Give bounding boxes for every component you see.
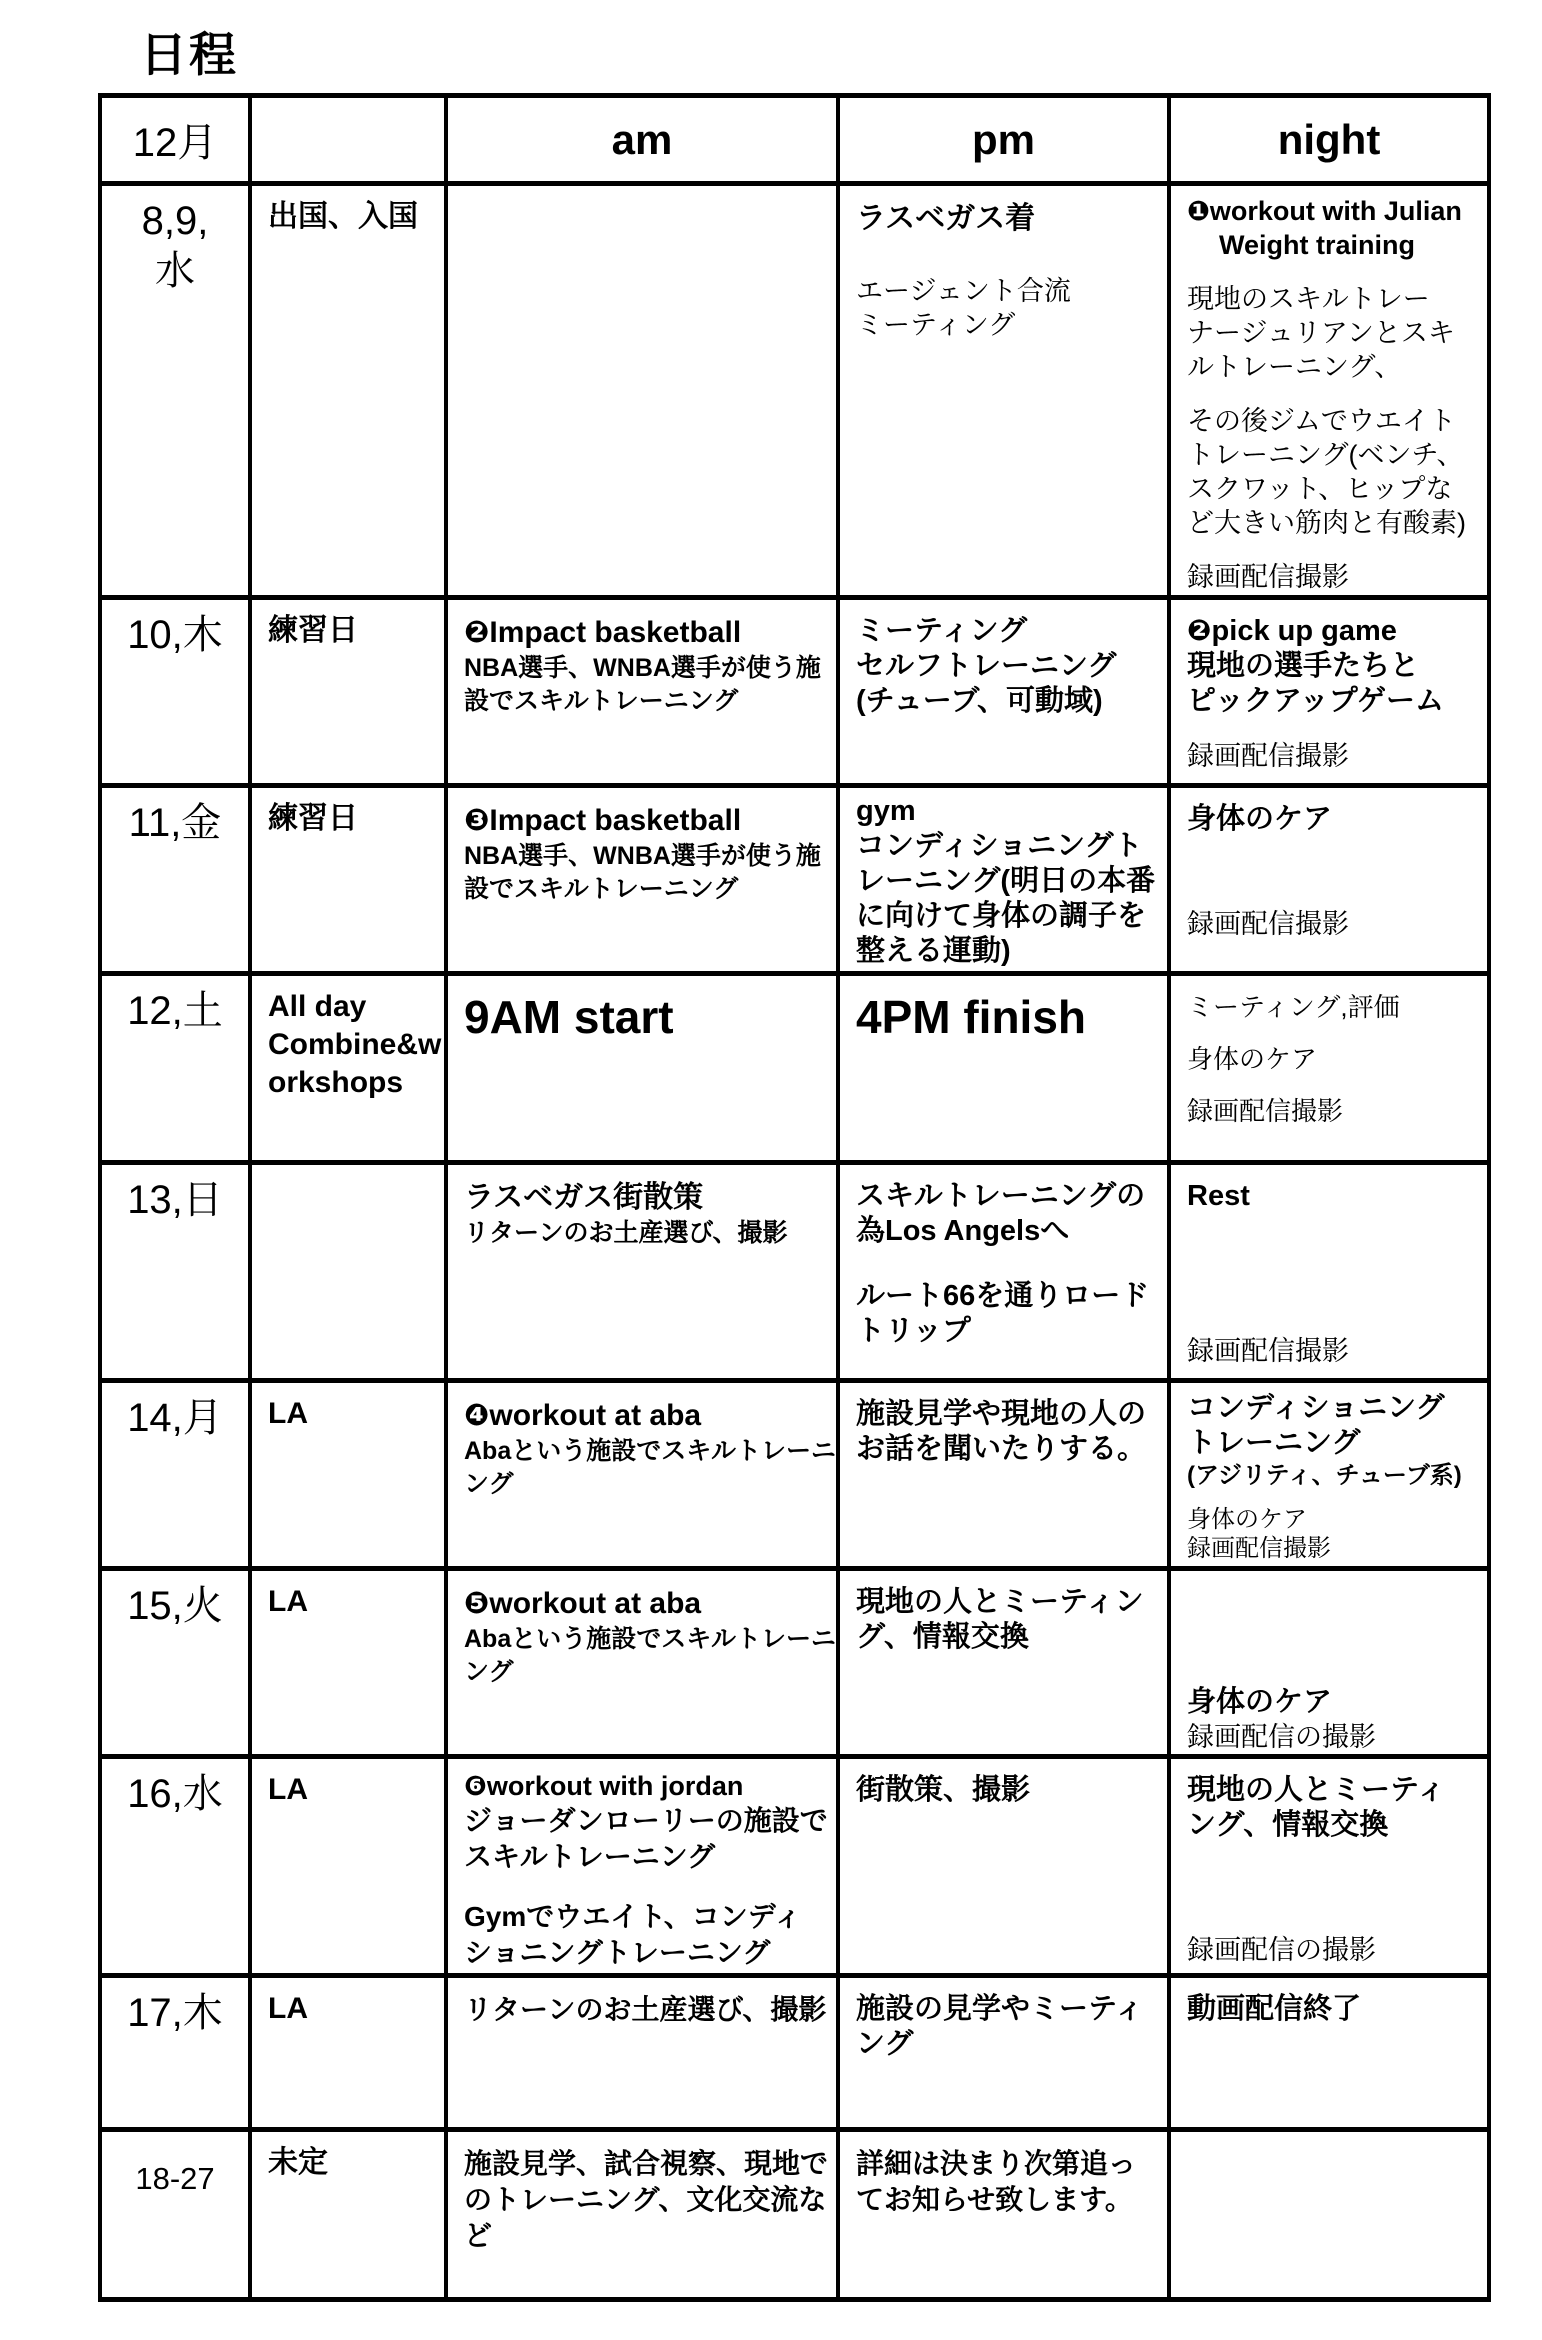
text-line: ショニングトレーニング: [464, 1937, 771, 1968]
label-line: 出国、入国: [268, 200, 418, 233]
label-line: Combine&w: [268, 1028, 442, 1061]
am-cell: [448, 1165, 840, 1383]
date-cell: [102, 1383, 252, 1571]
text-line: 身体のケア: [1187, 803, 1333, 835]
night-cell: [1171, 1759, 1487, 1978]
label-line: 未定: [268, 2146, 328, 2179]
am-cell: [448, 1978, 840, 2132]
label-cell: [252, 1383, 448, 1571]
text-line: ミーティング: [856, 615, 1028, 647]
date-line: 17,木: [127, 1991, 223, 2035]
text-line: 録画配信の撮影: [1187, 1722, 1376, 1752]
date-line: 16,水: [127, 1772, 223, 1816]
label-line: LA: [268, 1585, 308, 1618]
text-line: セルフトレーニング: [856, 650, 1117, 682]
text-line: 録画配信撮影: [1187, 741, 1349, 771]
pm-cell: [840, 186, 1171, 600]
night-cell: [1171, 976, 1487, 1165]
pm-cell: [840, 788, 1171, 976]
text-line: ナージュリアンとスキ: [1187, 318, 1455, 348]
date-cell: [102, 600, 252, 788]
date-cell: [102, 186, 252, 600]
text-line: gym: [856, 795, 916, 827]
text-line: 施設の見学やミーティ: [856, 1993, 1144, 2025]
date-line: 10,木: [127, 613, 223, 657]
night-cell: [1171, 1383, 1487, 1571]
text-line: 現地のスキルトレー: [1187, 284, 1430, 314]
text-line: ング、情報交換: [1187, 1809, 1389, 1841]
am-cell: [448, 1383, 840, 1571]
night-cell: [1171, 788, 1487, 976]
text-line: 身体のケア: [1187, 1044, 1318, 1074]
pm-cell: [840, 1571, 1171, 1759]
night-cell: [1171, 1165, 1487, 1383]
text-line: てお知らせ致します。: [856, 2184, 1133, 2215]
text-line: ❸Impact basketball: [464, 804, 742, 837]
text-line: スキルトレーニングの: [856, 1180, 1146, 1212]
text-line: 設でスキルトレーニング: [464, 687, 739, 715]
text-line: NBA選手、WNBA選手が使う施: [464, 654, 821, 682]
text-line: ❷pick up game: [1187, 615, 1397, 647]
am-cell: [448, 600, 840, 788]
label-cell: [252, 600, 448, 788]
label-line: LA: [268, 1397, 308, 1430]
label-cell: [252, 1165, 448, 1383]
text-line: 4PM finish: [856, 991, 1087, 1043]
text-line: ルトレーニング、: [1187, 352, 1402, 382]
text-line: ング: [464, 1470, 514, 1498]
text-line: 現地の人とミーティ: [1187, 1774, 1446, 1806]
date-cell: [102, 976, 252, 1165]
header-am: am: [448, 98, 840, 186]
text-line: 身体のケア: [1187, 1686, 1333, 1718]
text-line: お話を聞いたりする。: [856, 1433, 1147, 1465]
text-line: ング: [464, 1658, 514, 1686]
date-cell: [102, 1978, 252, 2132]
text-line: 詳細は決まり次第追っ: [856, 2148, 1137, 2179]
text-line: 9AM start: [464, 991, 674, 1043]
am-cell: [448, 1759, 840, 1978]
text-line: ❻workout with jordan: [464, 1771, 744, 1801]
text-line: グ、情報交換: [856, 1621, 1029, 1653]
text-line: Abaという施設でスキルトレーニ: [464, 1625, 836, 1653]
date-line: 14,月: [127, 1396, 223, 1440]
date-cell: [102, 2132, 252, 2297]
date-line: 12,土: [127, 989, 223, 1033]
text-line: 動画配信終了: [1187, 1993, 1362, 2025]
text-line: ど大きい筋肉と有酸素): [1187, 508, 1466, 538]
label-line: LA: [268, 1992, 308, 2025]
pm-cell: [840, 1978, 1171, 2132]
text-line: コンディショニングト: [856, 830, 1143, 862]
pm-cell: [840, 2132, 1171, 2297]
text-line: ジョーダンローリーの施設で: [464, 1805, 828, 1836]
text-line: ルート66を通りロード: [856, 1280, 1150, 1312]
text-line: ミーティング: [856, 310, 1016, 340]
text-line: (アジリティ、チューブ系): [1187, 1462, 1462, 1489]
text-line: トレーニング(ベンチ、: [1187, 440, 1464, 470]
schedule-table: [98, 93, 1491, 2302]
text-line: ラスベガス着: [856, 202, 1036, 235]
text-line: トリップ: [856, 1315, 971, 1347]
text-line: 現地の人とミーティン: [856, 1586, 1144, 1618]
date-line: 11,金: [128, 801, 222, 845]
text-line: 為Los Angelsへ: [856, 1215, 1070, 1247]
text-line: ❶workout with Julian: [1187, 196, 1462, 226]
am-cell: [448, 2132, 840, 2297]
label-line: 練習日: [268, 614, 358, 647]
text-line: 録画配信撮影: [1187, 909, 1349, 939]
pm-cell: [840, 600, 1171, 788]
pm-cell: [840, 1165, 1171, 1383]
text-line: ❹workout at aba: [464, 1399, 702, 1432]
text-line: コンディショニング: [1187, 1392, 1445, 1424]
text-line: 施設見学や現地の人の: [856, 1398, 1147, 1430]
page-title: 日程: [140, 28, 238, 81]
text-line: 録画配信撮影: [1187, 1096, 1344, 1126]
text-line: のトレーニング、文化交流な: [464, 2184, 827, 2215]
label-line: 練習日: [268, 802, 358, 835]
date-line: 8,9,: [141, 199, 209, 243]
text-line: トレーニング: [1187, 1427, 1361, 1459]
night-cell: [1171, 1978, 1487, 2132]
text-line: 録画配信撮影: [1187, 1535, 1331, 1562]
am-cell: [448, 1571, 840, 1759]
text-line: リターンのお土産選び、撮影: [464, 1219, 788, 1247]
header-blank: [252, 98, 448, 186]
text-line: Rest: [1187, 1180, 1250, 1212]
date-line: 15,火: [127, 1584, 223, 1628]
pm-cell: [840, 1383, 1171, 1571]
text-line: Gymでウエイト、コンディ: [464, 1901, 802, 1932]
date-line: 13,日: [127, 1178, 223, 1222]
label-cell: [252, 186, 448, 600]
date-cell: [102, 1759, 252, 1978]
date-cell: [102, 788, 252, 976]
text-line: 現地の選手たちと: [1187, 650, 1420, 682]
text-line: 設でスキルトレーニング: [464, 875, 739, 903]
label-cell: [252, 1978, 448, 2132]
am-cell: [448, 186, 840, 600]
text-line: 録画配信撮影: [1187, 562, 1349, 592]
text-line: NBA選手、WNBA選手が使う施: [464, 842, 821, 870]
date-line: 18-27: [135, 2161, 215, 2196]
text-line: ミーティング,評価: [1187, 992, 1400, 1022]
text-line: 施設見学、試合視察、現地で: [464, 2148, 829, 2179]
text-line: Abaという施設でスキルトレーニ: [464, 1437, 836, 1465]
label-line: All day: [268, 990, 367, 1023]
label-cell: [252, 976, 448, 1165]
text-line: 身体のケア: [1187, 1506, 1307, 1533]
night-cell: [1171, 2132, 1487, 2297]
pm-cell: [840, 976, 1171, 1165]
text-line: 録画配信の撮影: [1187, 1935, 1376, 1965]
header-pm: pm: [840, 98, 1171, 186]
pm-cell: [840, 1759, 1171, 1978]
text-line: スキルトレーニング: [464, 1841, 716, 1872]
text-line: ピックアップゲーム: [1187, 685, 1444, 717]
text-line: ング: [856, 2028, 914, 2060]
night-cell: [1171, 186, 1487, 600]
text-line: 街散策、撮影: [856, 1774, 1031, 1806]
text-line: リターンのお土産選び、撮影: [464, 1994, 827, 2025]
text-line: スクワット、ヒップな: [1187, 474, 1453, 504]
label-line: orkshops: [268, 1066, 404, 1099]
label-cell: [252, 1759, 448, 1978]
text-line: 録画配信撮影: [1187, 1336, 1349, 1366]
night-cell: [1171, 1571, 1487, 1759]
text-line: エージェント合流: [856, 276, 1071, 306]
label-line: LA: [268, 1773, 308, 1806]
text-line: レーニング(明日の本番: [856, 865, 1156, 897]
label-cell: [252, 1571, 448, 1759]
text-line: ❷Impact basketball: [464, 616, 742, 649]
text-line: ❺workout at aba: [464, 1587, 702, 1620]
text-line: ラスベガス街散策: [464, 1181, 704, 1214]
text-line: その後ジムでウエイト: [1187, 406, 1456, 436]
text-line: (チューブ、可動域): [856, 685, 1103, 717]
night-cell: [1171, 600, 1487, 788]
header-month: 12月: [102, 98, 252, 186]
label-cell: [252, 788, 448, 976]
am-cell: [448, 976, 840, 1165]
text-line: 整える運動): [856, 935, 1011, 967]
date-cell: [102, 1165, 252, 1383]
text-line: Weight training: [1219, 230, 1415, 260]
text-line: ど: [464, 2220, 493, 2251]
label-cell: [252, 2132, 448, 2297]
text-line: に向けて身体の調子を: [856, 900, 1147, 932]
am-cell: [448, 788, 840, 976]
date-cell: [102, 1571, 252, 1759]
date-line: 水: [155, 249, 195, 293]
header-night: night: [1171, 98, 1487, 186]
